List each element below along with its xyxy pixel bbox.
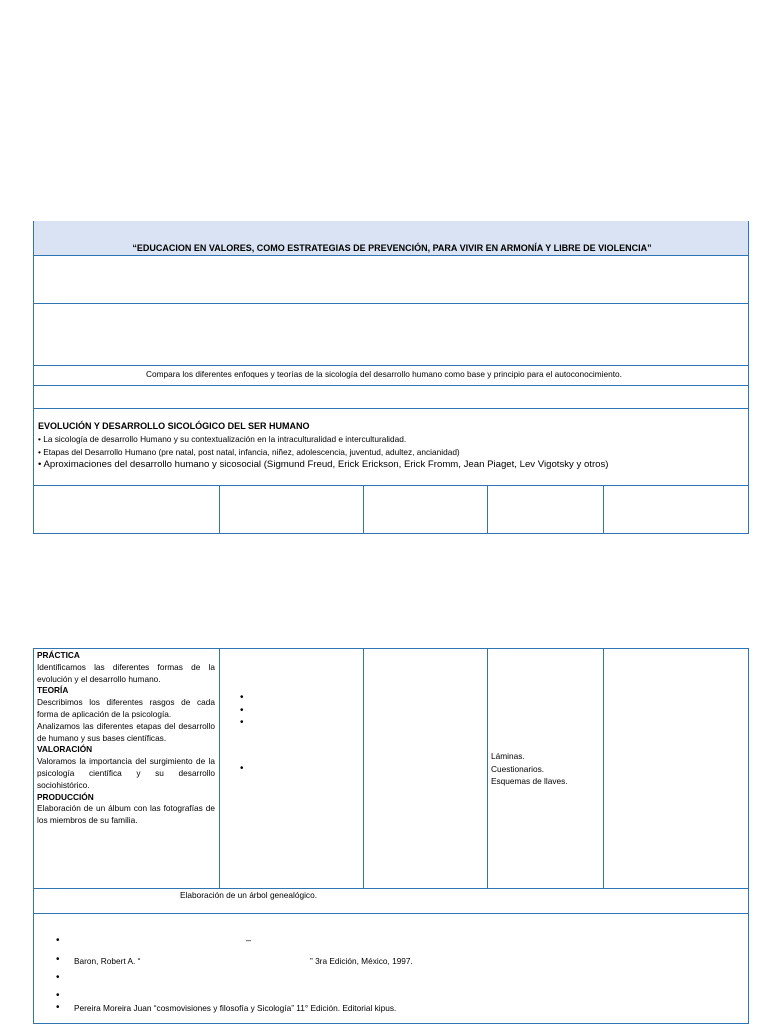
col-divider-3 xyxy=(487,485,488,534)
material-item-2: Cuestionarios. xyxy=(491,763,545,774)
title-row xyxy=(33,221,749,255)
t2-col-divider-4 xyxy=(603,648,604,889)
bib-bullet-2: • xyxy=(56,954,60,965)
valoracion-heading: VALORACIÓN xyxy=(37,744,93,755)
content-item-3: • Aproximaciones del desarrollo humano y sicosocial (Sigmund Freud, Erick Erickson, Erick Fromm, Jean Piaget, Lev Vigotsky y otros) xyxy=(38,459,609,470)
t2-col-divider-2 xyxy=(363,648,364,889)
teoria-heading: TEORÍA xyxy=(37,685,69,696)
columns-row xyxy=(33,485,749,534)
produccion-heading: PRODUCCIÓN xyxy=(37,791,94,802)
bullet-2: • xyxy=(240,705,244,716)
bib-pereira: Pereira Moreira Juan “cosmovisiones y filosofía y Sicología” 11° Edición. Editorial kipus. xyxy=(74,1003,397,1013)
bib-baron-end: ” 3ra Edición, México, 1997. xyxy=(310,956,413,966)
empty-row-3 xyxy=(33,385,749,409)
valoracion-text: Valoramos la importancia del surgimiento de la psicología científica y su desarrollo sociohistórico. xyxy=(37,756,215,790)
product-row xyxy=(33,888,749,914)
bib-dash: – xyxy=(246,935,252,945)
produccion-text: Elaboración de un álbum con las fotografías de los miembros de su familia. xyxy=(37,803,215,826)
table-1 xyxy=(33,221,749,534)
t2-col-divider-3 xyxy=(487,648,488,889)
content-item-2: • Etapas del Desarrollo Humano (pre natal, post natal, infancia, niñez, adolescencia, juventud, adultez, ancianidad) xyxy=(38,447,460,457)
teoria-text-2: Analizamos las diferentes etapas del desarrollo de humano y sus bases científicas. xyxy=(37,720,215,743)
materials-cell xyxy=(491,750,568,788)
t2-col-divider-1 xyxy=(219,648,220,889)
bibliography-row xyxy=(33,913,749,1024)
material-item-3: Esquemas de llaves. xyxy=(491,776,568,786)
practica-text: Identificamos las diferentes formas de la evolución y el desarrollo humano. xyxy=(37,661,215,684)
col-divider-1 xyxy=(219,485,220,534)
objective-row xyxy=(33,365,749,386)
bib-baron: Baron, Robert A. “ xyxy=(74,956,141,966)
product-text: Elaboración de un árbol genealógico. xyxy=(180,890,317,900)
bib-bullet-5: • xyxy=(56,1002,60,1013)
bullet-3: • xyxy=(240,717,244,728)
bib-bullet-1: • xyxy=(56,935,60,946)
objective-text: Compara los diferentes enfoques y teorías de la sicología del desarrollo humano como base y principio para el autoconocimiento. xyxy=(146,369,622,379)
empty-row-1 xyxy=(33,255,749,304)
bullet-1: • xyxy=(240,692,244,703)
methodology-cell xyxy=(37,650,215,827)
table-2 xyxy=(33,648,749,1024)
col-divider-2 xyxy=(363,485,364,534)
practica-heading: PRÁCTICA xyxy=(37,650,80,660)
col-divider-4 xyxy=(603,485,604,534)
bib-bullet-4: • xyxy=(56,990,60,1001)
content-item-1: • La sicología de desarrollo Humano y su contextualización en la intraculturalidad e interculturalidad. xyxy=(38,434,407,444)
teoria-text-1: Describimos los diferentes rasgos de cada forma de aplicación de la psicología. xyxy=(37,697,215,719)
content-heading: EVOLUCIÓN Y DESARROLLO SICOLÓGICO DEL SER HUMANO xyxy=(38,421,310,431)
content-row xyxy=(33,408,749,486)
material-item-1: Láminas. xyxy=(491,751,525,761)
bullet-4: • xyxy=(240,763,244,774)
empty-row-2 xyxy=(33,303,749,366)
document-title: “EDUCACION EN VALORES, COMO ESTRATEGIAS DE PREVENCIÓN, PARA VIVIR EN ARMONÍA Y LIBRE DE VIOLENCIA” xyxy=(132,243,652,253)
bib-bullet-3: • xyxy=(56,972,60,983)
